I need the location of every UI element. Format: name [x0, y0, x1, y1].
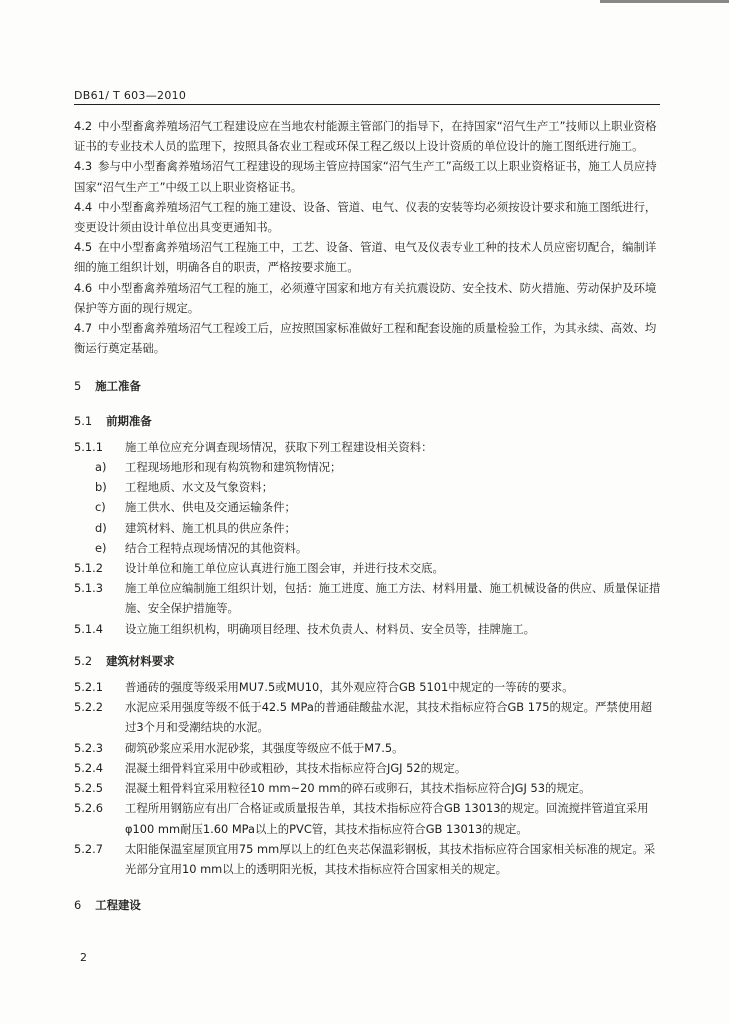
clause-5-1-1: [74, 437, 662, 457]
clause-text: 混凝土粗骨料宜采用粒径10 mm~20 mm的碎石或卵石，其技术指标应符合JGJ 53的规定。: [125, 781, 591, 796]
list-item: [74, 538, 662, 558]
document-body: [74, 116, 662, 929]
clause-text: 中小型畜禽养殖场沼气工程竣工后，应按照国家标准做好工程和配套设施的质量检验工作，为其永续、高效、均衡运行奠定基础。: [74, 321, 657, 356]
clause-number: 5.2.5: [74, 781, 103, 796]
clause-number: 4.2: [74, 119, 93, 133]
clause-number: 5.1.4: [74, 621, 103, 636]
list-item: [74, 477, 662, 497]
list-marker: b): [95, 480, 107, 495]
clause: [74, 197, 662, 237]
clause: [74, 578, 662, 618]
clause-text: 混凝土细骨料宜采用中砂或粗砂，其技术指标应符合JGJ 52的规定。: [125, 760, 467, 775]
list-marker: d): [95, 520, 107, 535]
page-number: 2: [80, 951, 87, 964]
header-rule: [74, 104, 660, 105]
section-number: 6: [74, 898, 82, 913]
clause-text: 在中小型畜禽养殖场沼气工程施工中，工艺、设备、管道、电气及仪表专业工种的技术人员应密切配合，编制详细的施工组织计划，明确各自的职责，严格按要求施工。: [74, 240, 657, 275]
clause-number: 5.2.2: [74, 700, 103, 715]
clause-text: 水泥应采用强度等级不低于42.5 MPa的普通硅酸盐水泥，其技术指标应符合GB 175的规定。严禁使用超过3个月和受潮结块的水泥。: [125, 700, 652, 735]
section-title: 工程建设: [95, 898, 141, 913]
clause-text: 砌筑砂浆应采用水泥砂浆，其强度等级应不低于M7.5。: [125, 740, 404, 755]
clause: [74, 318, 662, 358]
clause-5-1-1-list: [74, 457, 662, 558]
clause-text: 参与中小型畜禽养殖场沼气工程建设的现场主管应持国家“沼气生产工”高级工以上职业资格证书，施工人员应持国家“沼气生产工”中级工以上职业资格证书。: [74, 159, 657, 194]
section-4-clauses: [74, 116, 662, 358]
list-text: 工程地质、水文及气象资料；: [125, 480, 274, 495]
section-number: 5.1: [74, 413, 93, 428]
list-text: 工程现场地形和现有构筑物和建筑物情况；: [125, 460, 342, 475]
clause-text: 设计单位和施工单位应认真进行施工图会审，并进行技术交底。: [125, 561, 444, 576]
section-number: 5: [74, 379, 82, 394]
section-title: 施工准备: [95, 379, 141, 394]
clause: [74, 778, 662, 798]
section-5-1-heading: [74, 411, 662, 431]
list-text: 建筑材料、施工机具的供应条件；: [125, 520, 296, 535]
clause-number: 5.1.2: [74, 561, 103, 576]
list-item: [74, 518, 662, 538]
list-text: 结合工程特点现场情况的其他资料。: [125, 540, 308, 555]
clause-number: 4.5: [74, 240, 93, 255]
section-number: 5.2: [74, 653, 93, 668]
list-item: [74, 457, 662, 477]
clause: [74, 798, 662, 838]
clause-text: 施工单位应充分调查现场情况，获取下列工程建设相关资料：: [125, 439, 433, 454]
clause-text: 中小型畜禽养殖场沼气工程的施工建设、设备、管道、电气、仪表的安装等均必须按设计要求和施工图纸进行，变更设计须由设计单位出具变更通知书。: [74, 199, 657, 235]
clause-number: 4.7: [74, 321, 93, 336]
standard-code: DB61/ T 603—2010: [74, 89, 187, 102]
section-title: 建筑材料要求: [106, 653, 175, 668]
section-5-2-heading: [74, 651, 662, 671]
list-item: [74, 497, 662, 517]
clause: [74, 677, 662, 697]
section-5-2-clauses: [74, 677, 662, 879]
clause-number: 4.4: [74, 199, 93, 214]
clause: [74, 738, 662, 758]
section-5-heading: [74, 376, 662, 396]
section-title: 前期准备: [106, 413, 152, 428]
clause: [74, 558, 662, 578]
list-marker: e): [95, 540, 107, 555]
clause-number: 5.1.1: [74, 439, 103, 454]
clause-text: 中小型畜禽养殖场沼气工程的施工，必须遵守国家和地方有关抗震设防、安全技术、防火措施、劳动保护及环境保护等方面的现行规定。: [74, 280, 657, 315]
clause: [74, 697, 662, 737]
top-edge-rule: [600, 0, 729, 3]
clause-text: 施工单位应编制施工组织计划，包括：施工进度、施工方法、材料用量、施工机械设备的供应、质量保证措施、安全保护措施等。: [125, 581, 661, 616]
clause: [74, 758, 662, 778]
clause-text: 工程所用钢筋应有出厂合格证或质量报告单，其技术指标应符合GB 13013的规定。回流搅拌管道宜采用φ100 mm耐压1.60 MPa以上的PVC管，其技术指标应符合GB 13013的规定。: [125, 801, 649, 836]
clause-text: 设立施工组织机构，明确项目经理、技术负责人、材料员、安全员等，挂牌施工。: [125, 621, 536, 636]
clause-number: 5.2.1: [74, 680, 103, 695]
section-6-heading: [74, 895, 662, 915]
clause: [74, 156, 662, 196]
clause-number: 4.6: [74, 280, 93, 295]
clause-number: 4.3: [74, 159, 93, 174]
list-marker: a): [95, 460, 107, 475]
list-text: 施工供水、供电及交通运输条件；: [125, 500, 296, 515]
list-marker: c): [95, 500, 106, 515]
clause: [74, 619, 662, 639]
clause: [74, 116, 662, 156]
clause-number: 5.2.4: [74, 760, 103, 775]
clause-text: 中小型畜禽养殖场沼气工程建设应在当地农村能源主管部门的指导下，在持国家“沼气生产工”技师以上职业资格证书的专业技术人员的监理下，按照具备农业工程或环保工程乙级以上设计资质的单位设计的施工图纸进行施工。: [74, 119, 657, 154]
clause: [74, 839, 662, 879]
section-5-1-clauses: [74, 558, 662, 639]
clause-number: 5.2.7: [74, 841, 103, 856]
clause-number: 5.2.6: [74, 801, 103, 816]
clause: [74, 278, 662, 318]
clause: [74, 237, 662, 277]
clause-text: 普通砖的强度等级采用MU7.5或MU10，其外观应符合GB 5101中规定的一等砖的要求。: [125, 680, 574, 695]
clause-number: 5.2.3: [74, 740, 103, 755]
clause-number: 5.1.3: [74, 581, 103, 596]
clause-text: 太阳能保温室屋顶宜用75 mm厚以上的红色夹芯保温彩钢板，其技术指标应符合国家相关标准的规定。采光部分宜用10 mm以上的透明阳光板，其技术指标应符合国家相关的规定。: [125, 841, 656, 876]
